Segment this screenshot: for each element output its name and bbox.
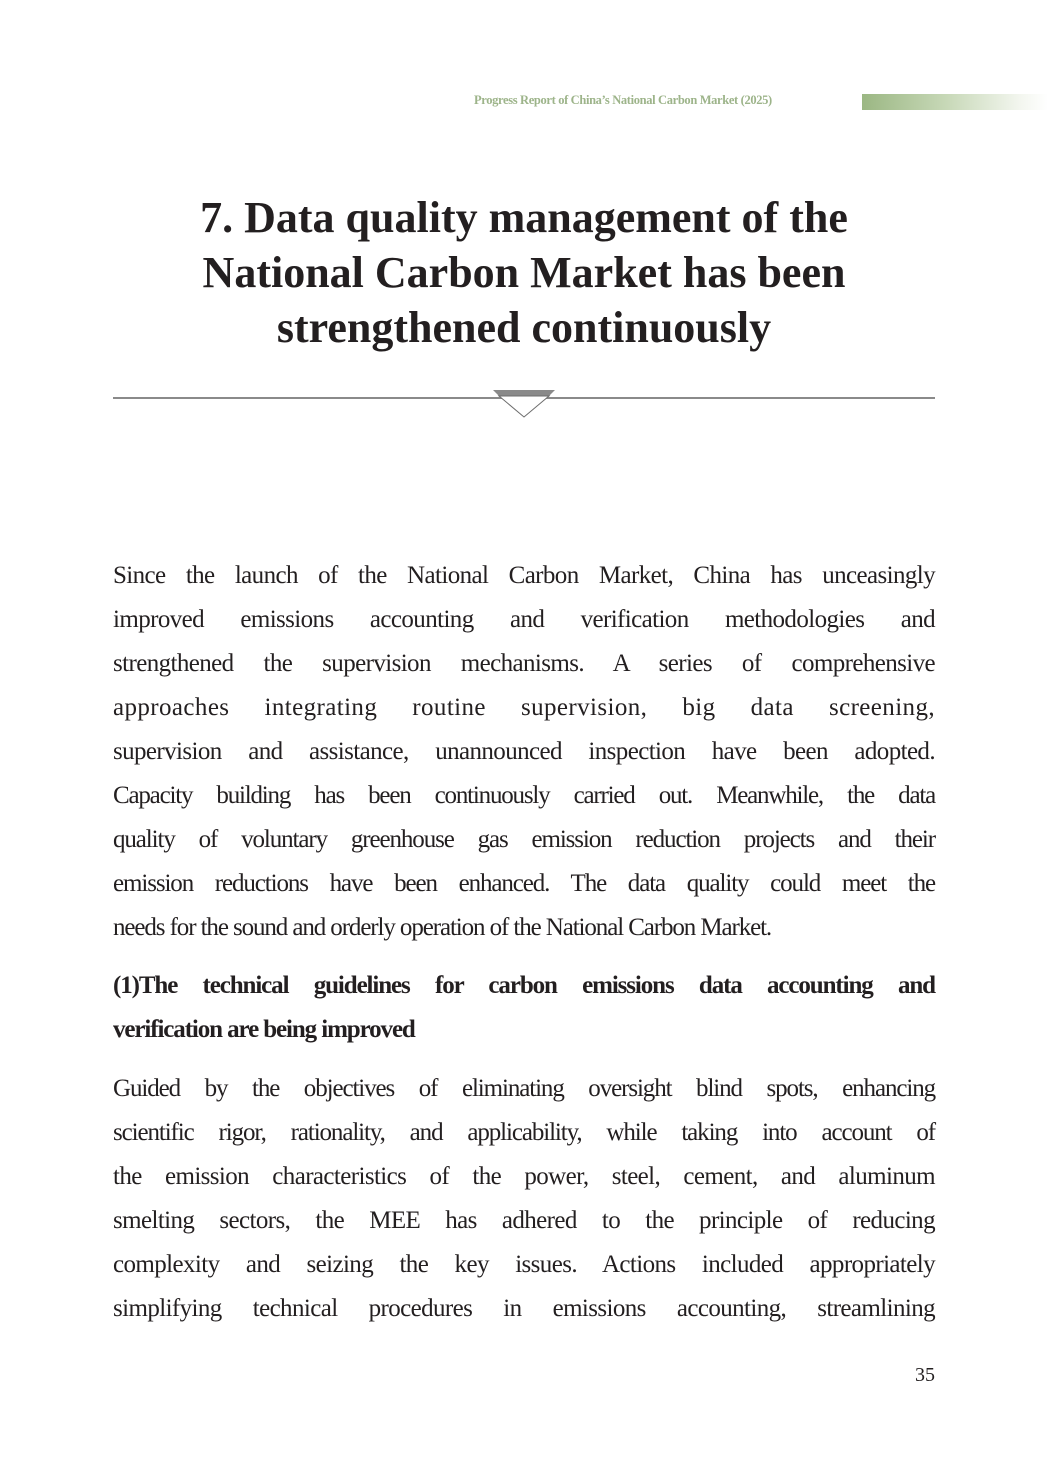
running-header: Progress Report of China’s National Carbon Market (2025) <box>474 93 772 107</box>
page-number: 35 <box>915 1364 935 1386</box>
paragraph-line: approaches integrating routine supervision, big data screening, <box>113 694 935 721</box>
chapter-title-line: strengthened continuously <box>276 303 772 352</box>
paragraph-line: improved emissions accounting and verification methodologies and <box>113 606 935 633</box>
chapter-title <box>120 190 928 355</box>
header-accent-bar <box>862 94 1048 110</box>
paragraph-line: strengthened the supervision mechanisms. A series of comprehensive <box>113 650 935 677</box>
paragraph-line: needs for the sound and orderly operation of the National Carbon Market. <box>113 914 772 941</box>
chapter-title-line: National Carbon Market has been <box>202 248 846 297</box>
divider-triangle-icon <box>493 390 555 418</box>
section-heading <box>113 964 935 1052</box>
paragraph-line: scientific rigor, rationality, and applicability, while taking into account of <box>113 1119 935 1146</box>
paragraph-line: Capacity building has been continuously carried out. Meanwhile, the data <box>113 782 935 809</box>
intro-paragraph <box>113 554 935 950</box>
paragraph-line: Since the launch of the National Carbon Market, China has unceasingly <box>113 562 935 589</box>
paragraph-line: supervision and assistance, unannounced inspection have been adopted. <box>113 738 935 765</box>
paragraph-line: quality of voluntary greenhouse gas emission reduction projects and their <box>113 826 935 853</box>
paragraph-line: emission reductions have been enhanced. The data quality could meet the <box>113 870 935 897</box>
section-paragraph <box>113 1067 935 1331</box>
paragraph-line: simplifying technical procedures in emissions accounting, streamlining <box>113 1295 935 1322</box>
chapter-title-line: 7. Data quality management of the <box>200 193 848 242</box>
section-heading-line: verification are being improved <box>113 1016 415 1043</box>
paragraph-line: Guided by the objectives of eliminating oversight blind spots, enhancing <box>113 1075 935 1102</box>
paragraph-line: smelting sectors, the MEE has adhered to the principle of reducing <box>113 1207 935 1234</box>
paragraph-line: complexity and seizing the key issues. Actions included appropriately <box>113 1251 935 1278</box>
paragraph-line: the emission characteristics of the power, steel, cement, and aluminum <box>113 1163 935 1190</box>
section-heading-line: (1)The technical guidelines for carbon emissions data accounting and <box>113 972 935 999</box>
